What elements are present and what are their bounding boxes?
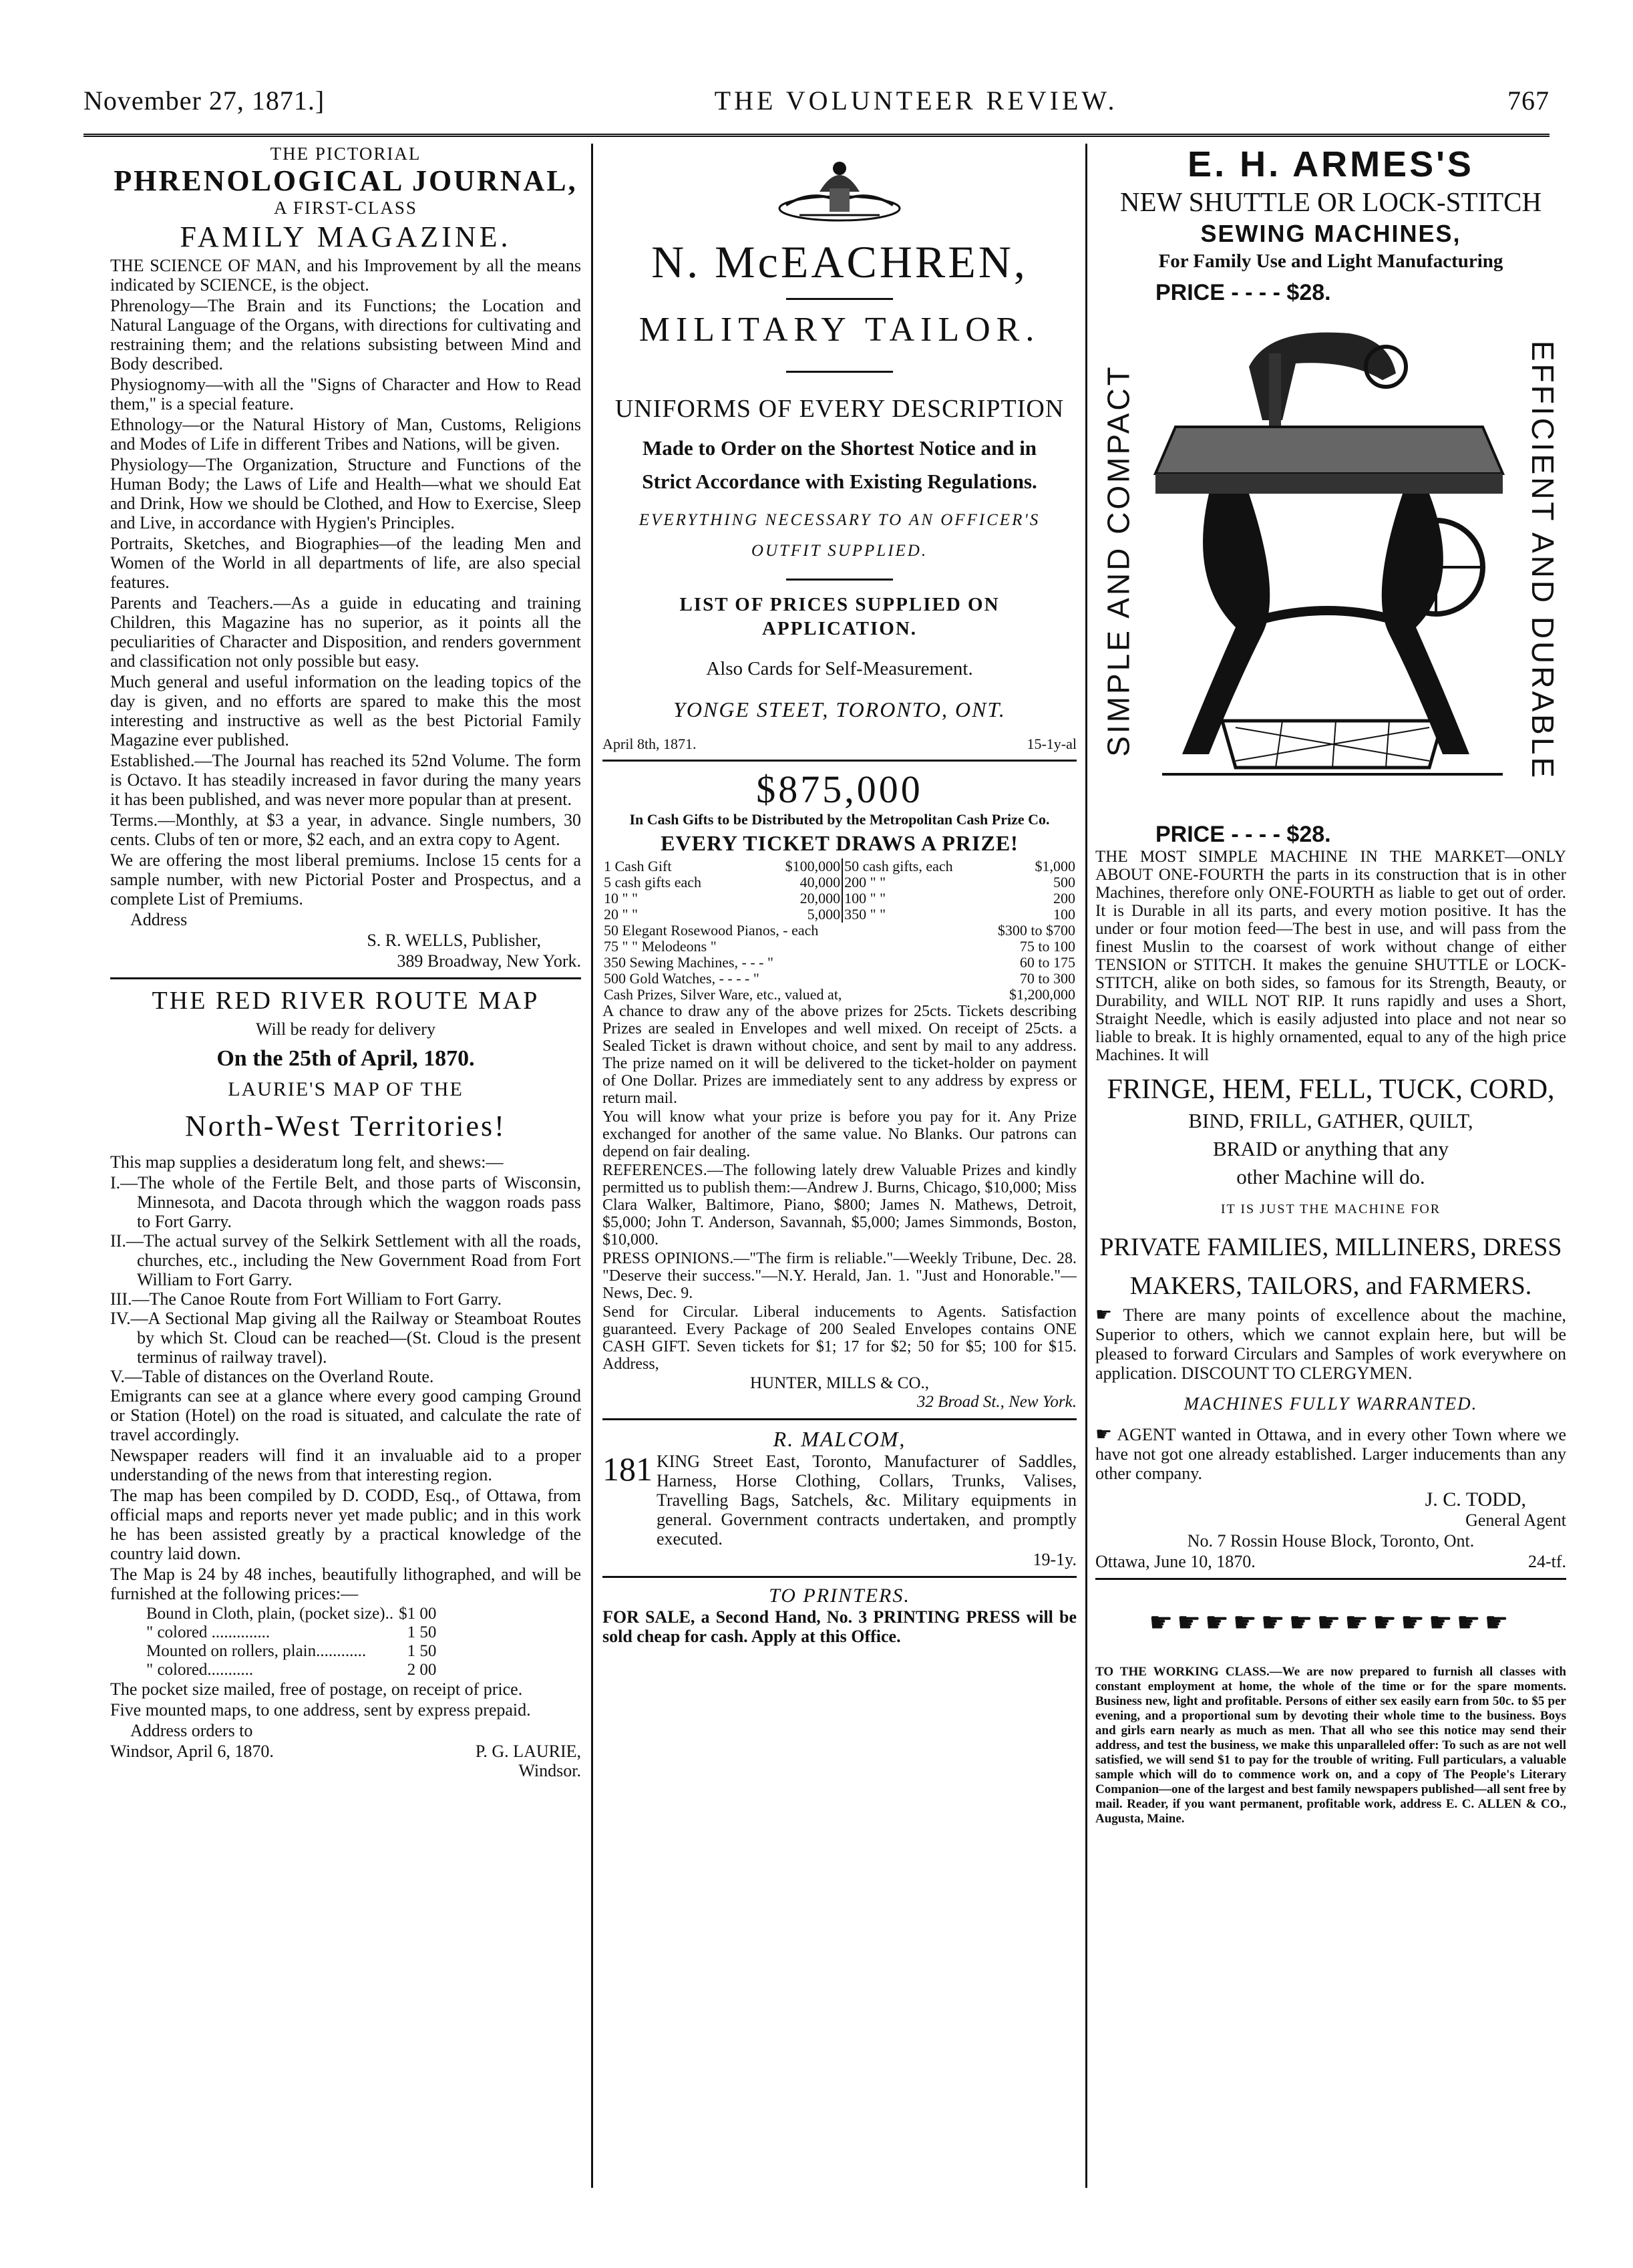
- prize-row: [602, 987, 1077, 1003]
- paragraph: Send for Circular. Liberal inducements to Agents. Satisfaction guaranteed. Every Package of 200 Sealed Envelopes contains ONE CASH GIFT. Seven tickets for $1; 17 for $2; 50 for $5; 100 for $15. Address,: [602, 1303, 1077, 1373]
- map-feature-item: I.—The whole of the Fertile Belt, and those parts of Wisconsin, Minnesota, and Dacota through which the waggon roads pass to Fort Garry.: [110, 1173, 581, 1231]
- paragraph: Ethnology—or the Natural History of Man, Customs, Religions and Modes of Life in different Tribes and Nations, will be given.: [110, 415, 581, 454]
- armes-name: E. H. ARMES'S: [1188, 144, 1474, 184]
- uniforms-heading: UNIFORMS OF EVERY DESCRIPTION: [614, 395, 1065, 423]
- paragraph: Terms.—Monthly, at $3 a year, in advance. Single numbers, 30 cents. Clubs of ten or more, $2 each, and an extra copy to Agent.: [110, 810, 581, 849]
- gift-cell: $100,000: [754, 858, 842, 874]
- gift-row: [602, 890, 1077, 907]
- header-rule: [83, 134, 1550, 137]
- paragraph: Much general and useful information on the leading topics of the day is given, and no efforts are spared to make this the most interesting and instructive as well as the best Pictorial Family Magazine ever published.: [110, 672, 581, 750]
- armes-dateline: [1095, 1552, 1566, 1571]
- paragraph: Established.—The Journal has reached its 52nd Volume. The form is Octavo. It has steadily increased in favor during the many years it has been published, and was never more popular than at present.: [110, 751, 581, 809]
- map-feature-item: V.—Table of distances on the Overland Route.: [110, 1367, 434, 1386]
- gift-cell: $1,000: [1035, 858, 1075, 874]
- paragraph: We are offering the most liberal premiums. Inclose 15 cents for a sample number, with new Pictorial Poster and Prospectus, and a complete List of Premiums.: [110, 850, 581, 909]
- map-feature-item: III.—The Canoe Route from Fort William to Fort Garry.: [110, 1289, 502, 1309]
- section-rule: [602, 1418, 1077, 1420]
- paragraph: The Map is 24 by 48 inches, beautifully lithographed, and will be furnished at the following prices:—: [110, 1565, 581, 1603]
- paragraph-text: There are many points of excellence about the machine, Superior to others, which we cannot explain here, but will be pleased to forward Circulars and Samples of work everywhere on application. DISCOUNT TO CLERGYMEN.: [1095, 1305, 1566, 1383]
- map-feature-item: II.—The actual survey of the Selkirk Settlement with all the roads, churches, etc., including the New Government Road from Fort William to Fort Garry.: [110, 1231, 581, 1289]
- lottery-cash-gifts: In Cash Gifts to be Distributed by the Metropolitan Cash Prize Co.: [629, 811, 1050, 828]
- price-row: [144, 1623, 439, 1642]
- malcom-ad: [602, 1427, 1077, 1569]
- tailor-dateline: [602, 736, 1077, 753]
- phrenological-ad: [110, 144, 581, 971]
- price-value: 2 00: [407, 1661, 437, 1679]
- bind-line: BIND, FRILL, GATHER, QUILT,: [1188, 1109, 1473, 1132]
- paragraph: THE MOST SIMPLE MACHINE IN THE MARKET—ONLY ABOUT ONE-FOURTH the parts in its construction that is in other Machines, therefore only ONE-FOURTH as liable to get out of order. It is Durable in all its parts, and every motion positive. It has the under or four motion feed—The best in use, and will pass from the finest Muslin to the coarsest of work without change of either TENSION or STITCH. It makes the genuine SHUTTLE or LOCK-STITCH, alike on both sides, so famous for its Strength, Beauty, or Durability, and WILL NOT RIP. It runs rapidly and uses a Short, Straight Needle, which is easily adjusted into place and not near so liable to break. It is highly ornamented, equal to any of the high price Machines. It will: [1095, 848, 1566, 1064]
- column-3: [1095, 144, 1566, 2191]
- price-row: [144, 1605, 439, 1623]
- paragraph: REFERENCES.—The following lately drew Valuable Prizes and kindly permitted us to publish them:—Andrew J. Burns, Chicago, $10,000; Miss Clara Walker, Baltimore, Piano, $800; James N. Mathews, Detroit, $5,000; John T. Anderson, Savannah, $5,000; James Simmonds, Boston, $10,000.: [602, 1162, 1077, 1249]
- section-rule: [602, 760, 1077, 762]
- paragraph: Five mounted maps, to one address, sent by express prepaid.: [110, 1700, 531, 1720]
- lottery-firm: HUNTER, MILLS & CO.,: [749, 1374, 930, 1392]
- price-value: $1 00: [399, 1605, 437, 1623]
- gift-cell: 40,000: [754, 874, 842, 890]
- paragraph: Phrenology—The Brain and its Functions; the Location and Natural Language of the Organs, with directions for cultivating and restraining them; and the relations subsisting between Mind and Body described.: [110, 296, 581, 373]
- pointing-hand-icon: ☛: [1095, 1305, 1113, 1325]
- price-label: " colored ..............: [146, 1623, 270, 1641]
- map-date: On the 25th of April, 1870.: [216, 1046, 475, 1071]
- armes-line2: NEW SHUTTLE OR LOCK-STITCH: [1119, 186, 1542, 217]
- working-class-ad: [1095, 1607, 1566, 1826]
- prize-label: 75 " " Melodeons ": [604, 938, 717, 955]
- ornament-rule: [786, 579, 893, 581]
- signature-row: [110, 1742, 581, 1780]
- tailor-trade: MILITARY TAILOR.: [639, 311, 1041, 349]
- price-row: [144, 1661, 439, 1679]
- section-rule: [602, 1576, 1077, 1578]
- red-river-map-ad: [110, 986, 581, 1780]
- column-2: [602, 144, 1077, 2191]
- pointing-hand-icon: ☛: [1095, 1424, 1113, 1445]
- gift-cell: 200 " ": [844, 874, 886, 890]
- prize-label: 350 Sewing Machines, - - - ": [604, 954, 773, 971]
- prize-row: [602, 955, 1077, 971]
- price-row: [144, 1642, 439, 1661]
- ad-title: PHRENOLOGICAL JOURNAL,: [114, 164, 578, 197]
- paragraph: PRESS OPINIONS.—"The firm is reliable."—Weekly Tribune, Dec. 28. "Deserve their success."—N.Y. Herald, Jan. 1. "Just and Honorable."—News, Dec. 9.: [602, 1250, 1077, 1302]
- paragraph: A chance to draw any of the above prizes for 25cts. Tickets describing Prizes are sealed in Envelopes and well mixed. On receipt of 25cts. a Sealed Ticket is drawn without choice, and sent by mail to any address. The prize named on it will be delivered to the ticket-holder on payment of One Dollar. Prizes are immediately sent to any address by express or return mail.: [602, 1003, 1077, 1107]
- coat-of-arms-icon: [773, 152, 906, 232]
- paragraph: FOR SALE, a Second Hand, No. 3 PRINTING PRESS will be sold cheap for cash. Apply at this Office.: [602, 1607, 1077, 1646]
- royal-arms-emblem: [602, 152, 1077, 235]
- malcom-body: [602, 1452, 1077, 1550]
- laurie-signature: [476, 1742, 581, 1780]
- column-1: [110, 144, 581, 2191]
- laurie-name: P. G. LAURIE,: [475, 1742, 581, 1761]
- paragraph: Newspaper readers will find it an invaluable aid to a proper understanding of the news from that interesting region.: [110, 1446, 581, 1484]
- gift-cell: 500: [1053, 874, 1075, 890]
- agent-address: No. 7 Rossin House Block, Toronto, Ont.: [1187, 1531, 1475, 1551]
- gift-cell: 200: [1053, 890, 1075, 907]
- prize-label: Cash Prizes, Silver Ware, etc., valued at,: [604, 986, 842, 1003]
- sewing-machine-icon: [1149, 313, 1513, 794]
- map-price-table: [144, 1605, 439, 1679]
- malcom-number: 181: [602, 1450, 653, 1488]
- orders-label: Address orders to: [130, 1721, 253, 1740]
- lottery-firm-address: 32 Broad St., New York.: [916, 1393, 1077, 1411]
- gift-cell: 20 " ": [604, 906, 638, 923]
- prize-value: 60 to 175: [1019, 954, 1075, 971]
- side-left-label: SIMPLE AND COMPACT: [1101, 364, 1136, 757]
- armes-date: Ottawa, June 10, 1870.: [1095, 1552, 1256, 1571]
- paragraph: [1095, 1425, 1566, 1483]
- ad-kicker: THE PICTORIAL: [270, 144, 421, 164]
- gift-cell: 50 cash gifts, each: [844, 858, 953, 874]
- price-list-note: LIST OF PRICES SUPPLIED ON APPLICATION.: [679, 594, 1000, 639]
- agent-name: J. C. TODD,: [1425, 1488, 1526, 1510]
- lottery-every-ticket: EVERY TICKET DRAWS A PRIZE!: [661, 831, 1019, 855]
- prize-row: [602, 971, 1077, 987]
- fringe-line: FRINGE, HEM, FELL, TUCK, CORD,: [1107, 1074, 1555, 1105]
- column-divider-2: [1085, 144, 1087, 2188]
- warranted-line: MACHINES FULLY WARRANTED.: [1184, 1394, 1478, 1414]
- prize-value: 70 to 300: [1019, 970, 1075, 987]
- prize-value: $1,200,000: [1009, 986, 1075, 1003]
- made-to-order: Made to Order on the Shortest Notice and in Strict Accordance with Existing Regulations.: [642, 436, 1037, 493]
- ad-subtitle: A FIRST-CLASS: [274, 198, 417, 218]
- side-right-label: EFFICIENT AND DURABLE: [1525, 340, 1561, 781]
- gift-row: [602, 858, 1077, 874]
- gift-cell: 100 " ": [844, 890, 886, 907]
- price-value: 1 50: [407, 1623, 437, 1641]
- price-top: PRICE - - - - $28.: [1155, 280, 1331, 305]
- sewing-machine-ad: [1095, 144, 1566, 1571]
- ad-subtitle-2: FAMILY MAGAZINE.: [180, 220, 512, 253]
- paragraph: [1095, 1305, 1566, 1383]
- malcom-name: R. MALCOM,: [773, 1427, 906, 1451]
- gift-cell: 100: [1053, 906, 1075, 923]
- prize-label: 500 Gold Watches, - - - - ": [604, 970, 759, 987]
- section-rule: [1095, 1578, 1566, 1580]
- windsor-date: Windsor, April 6, 1870.: [110, 1742, 274, 1761]
- prize-row: [602, 923, 1077, 939]
- gift-cell: 1 Cash Gift: [604, 858, 672, 874]
- header-date: November 27, 1871.]: [83, 85, 325, 116]
- pointing-hands-icon: ☛☛☛☛☛☛☛☛☛☛☛☛☛: [1149, 1607, 1513, 1637]
- paragraph: Physiology—The Organization, Structure and Functions of the Human Body; the Laws of Life and Health—what we should Eat and Drink, How we should be Clothed, and How to Exercise, Sleep and Live, in accordance with Hygien's Principles.: [110, 455, 581, 532]
- gift-cell: 5 cash gifts each: [604, 874, 701, 890]
- price-label: " colored...........: [146, 1661, 254, 1679]
- side-text-right: [1519, 273, 1566, 848]
- ornament-rule: [786, 371, 893, 373]
- officer-outfit: EVERYTHING NECESSARY TO AN OFFICER'S OUTFIT SUPPLIED.: [639, 511, 1041, 560]
- tailor-date: April 8th, 1871.: [602, 736, 697, 752]
- paragraph: Parents and Teachers.—As a guide in educating and training Children, this Magazine has no superior, as it points all the peculiarities of Character and Disposition, and renders government and classification not only possible but easy.: [110, 593, 581, 671]
- prize-row: [602, 939, 1077, 955]
- gift-row: [602, 874, 1077, 890]
- gift-table: [602, 858, 1077, 923]
- column-divider-1: [591, 144, 593, 2188]
- price-label: Bound in Cloth, plain, (pocket size)..: [146, 1605, 394, 1623]
- self-measurement: Also Cards for Self-Measurement.: [706, 658, 973, 679]
- gift-row: [602, 907, 1077, 923]
- prize-value: 75 to 100: [1019, 938, 1075, 955]
- price-value: 1 50: [407, 1642, 437, 1660]
- paragraph: Emigrants can see at a glance where every good camping Ground or Station (Hotel) on the road is situated, and calculate the rate of travel accordingly.: [110, 1386, 581, 1444]
- map-ready: Will be ready for delivery: [256, 1019, 435, 1039]
- header-title: THE VOLUNTEER REVIEW.: [714, 85, 1118, 116]
- gift-cell: 20,000: [754, 890, 842, 907]
- gift-cell: 10 " ": [604, 890, 638, 907]
- armes-code: 24-tf.: [1527, 1552, 1566, 1571]
- prize-table: [602, 923, 1077, 1003]
- paragraph: KING Street East, Toronto, Manufacturer of Saddles, Harness, Horse Clothing, Collars, Trunks, Valises, Travelling Bags, Satchels, &c. Military equipments in general. Government contracts undertaken, and promptly executed.: [657, 1452, 1077, 1549]
- tailor-name: N. McEACHREN,: [651, 236, 1028, 287]
- publisher-name: S. R. WELLS, Publisher,: [367, 931, 541, 950]
- prize-label: 50 Elegant Rosewood Pianos, - each: [604, 922, 819, 939]
- tailor-code: 15-1y-al: [1027, 736, 1077, 752]
- private-families: PRIVATE FAMILIES, MILLINERS, DRESS MAKERS, TAILORS, and FARMERS.: [1099, 1233, 1562, 1300]
- paragraph: Portraits, Sketches, and Biographies—of the leading Men and Women of the World in all departments of life, are also special features.: [110, 534, 581, 592]
- lottery-amount: $875,000: [756, 768, 923, 811]
- paragraph: TO THE WORKING CLASS.—We are now prepared to furnish all classes with constant employment at home, the whole of the time or for the spare moments. Business new, light and profitable. Persons of either sex easily earn from 50c. to $5 per evening, and a proportional sum by devoting their whole time to the business. Boys and girls earn nearly as much as men. That all who see this notice may send their address, and test the business, we make this unparalleled offer: To such as are not well satisfied, we will send $1 to pay for the trouble of writing. Full particulars, a valuable sample which will do to commence work on, and a copy of The People's Literary Companion—one of the largest and best family newspapers published—all sent free by mail. Reader, if you want permanent, profitable work, address E. C. ALLEN & CO., Augusta, Maine.: [1095, 1665, 1566, 1826]
- map-title: THE RED RIVER ROUTE MAP: [152, 987, 540, 1015]
- printers-title: TO PRINTERS.: [769, 1585, 910, 1607]
- gift-cell: 350 " ": [844, 906, 886, 923]
- prize-value: $300 to $700: [997, 922, 1075, 939]
- paragraph: Physiognomy—with all the "Signs of Character and How to Read them," is a special feature.: [110, 375, 581, 414]
- side-text-left: [1095, 273, 1142, 848]
- laurie-location: Windsor.: [518, 1761, 581, 1780]
- just-line: IT IS JUST THE MACHINE FOR: [1220, 1202, 1441, 1217]
- printers-ad: [602, 1585, 1077, 1646]
- price-bottom: PRICE - - - - $28.: [1155, 822, 1331, 847]
- address-label: Address: [130, 910, 188, 929]
- paragraph: THE SCIENCE OF MAN, and his Improvement by all the means indicated by SCIENCE, is the object.: [110, 256, 581, 295]
- paragraph: The map has been compiled by D. CODD, Esq., of Ottawa, from official maps and reports never yet made public; and in this work he has been assisted greatly by a practical knowledge of the country laid down.: [110, 1486, 581, 1563]
- paragraph: This map supplies a desideratum long felt, and shews:—: [110, 1152, 504, 1172]
- tailor-address: YONGE STEET, TORONTO, ONT.: [673, 697, 1006, 721]
- other-line: other Machine will do.: [1236, 1165, 1425, 1188]
- page-header: [83, 80, 1550, 120]
- map-laurie: LAURIE'S MAP OF THE: [228, 1078, 464, 1100]
- malcom-code: 19-1y.: [1033, 1550, 1077, 1569]
- ornament-rule: [786, 298, 893, 300]
- paragraph-text: AGENT wanted in Ottawa, and in every other Town where we have not got one already established. Larger inducements than any other company.: [1095, 1425, 1566, 1483]
- gift-cell: 5,000: [754, 907, 842, 923]
- agent-title: General Agent: [1465, 1510, 1566, 1530]
- section-rule: [110, 977, 581, 979]
- publisher-address: 389 Broadway, New York.: [397, 951, 581, 971]
- paragraph: You will know what your prize is before you pay for it. Any Prize exchanged for another of the same value. No Blanks. Our patrons can depend on fair dealing.: [602, 1108, 1077, 1160]
- tailor-ad: [602, 152, 1077, 753]
- braid-line: BRAID or anything that any: [1212, 1137, 1449, 1160]
- map-territories: North-West Territories!: [185, 1110, 506, 1142]
- armes-line3: SEWING MACHINES,: [1200, 220, 1461, 247]
- sewing-machine-illustration: [1095, 273, 1566, 848]
- armes-line4: For Family Use and Light Manufacturing: [1158, 251, 1503, 272]
- paragraph: The pocket size mailed, free of postage, on receipt of price.: [110, 1679, 523, 1699]
- lottery-ad: [602, 768, 1077, 1412]
- map-feature-item: IV.—A Sectional Map giving all the Railway or Steamboat Routes by which St. Cloud can be reached—(St. Cloud is the present terminus of railway travel).: [110, 1309, 581, 1367]
- price-label: Mounted on rollers, plain............: [146, 1642, 367, 1660]
- header-page-number: 767: [1507, 85, 1550, 116]
